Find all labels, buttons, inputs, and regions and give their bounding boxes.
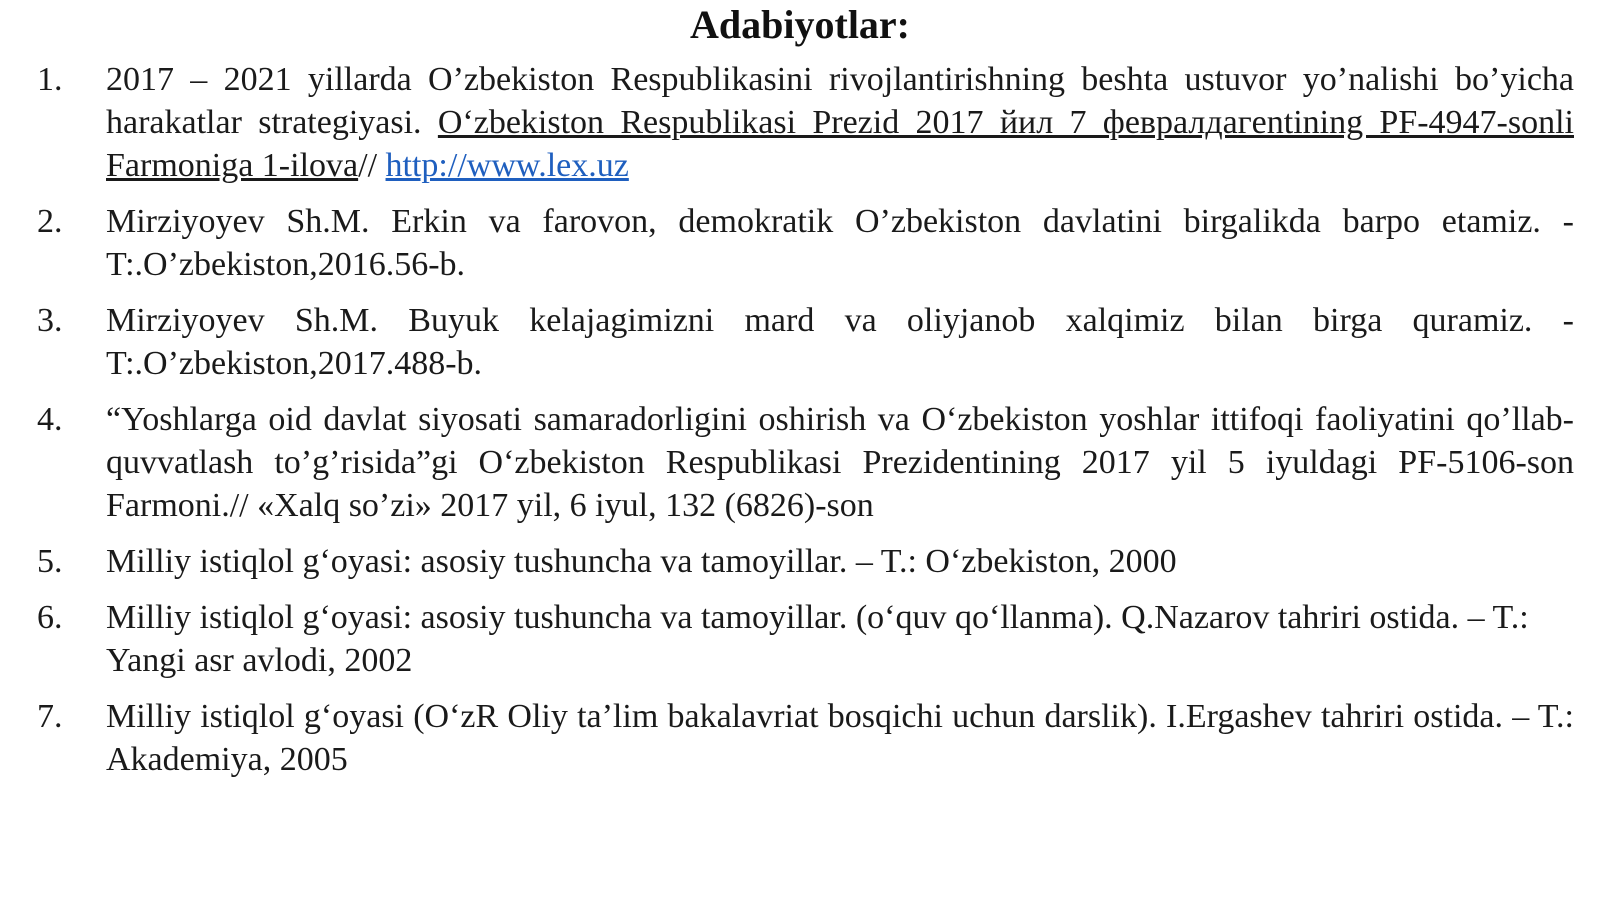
list-item-number: 6.	[37, 599, 63, 636]
list-item-text: Mirziyoyev Sh.M. Buyuk kelajagimizni mard va oliyjanob xalqimiz bilan birga quramiz. -T:.O’zbekiston,2017.488-b.	[106, 302, 1574, 382]
page-title: Adabiyotlar:	[690, 2, 910, 47]
list-item	[0, 299, 1600, 385]
list-item-text	[106, 61, 1574, 184]
list-item-text: Milliy istiqlol g‘oyasi: asosiy tushuncha va tamoyillar. – T.: O‘zbekiston, 2000	[106, 543, 1177, 580]
list-item	[0, 695, 1600, 781]
list-item	[0, 398, 1600, 527]
lex-uz-link[interactable]: http://www.lex.uz	[385, 147, 629, 184]
list-item-number: 4.	[37, 401, 63, 438]
list-item-number: 3.	[37, 302, 63, 339]
list-item-text: “Yoshlarga oid davlat siyosati samaradorligini oshirish va O‘zbekiston yoshlar ittifoqi faoliyatini qo’llab-quvvatlash to’g’risida”gi O‘zbekiston Respublikasi Prezidentining 2017 yil 5 iyuldagi PF-5106-son Farmoni.// «Xalq so’zi» 2017 yil, 6 iyul, 132 (6826)-son	[106, 401, 1574, 524]
list-item	[0, 200, 1600, 286]
list-item-text: Mirziyoyev Sh.M. Erkin va farovon, demokratik O’zbekiston davlatini birgalikda barpo etamiz. -T:.O’zbekiston,2016.56-b.	[106, 203, 1574, 283]
list-item	[0, 596, 1600, 682]
separator: //	[358, 147, 386, 184]
list-item-number: 2.	[37, 203, 63, 240]
list-item	[0, 540, 1600, 583]
list-item	[0, 58, 1600, 187]
reference-title: 2017 – 2021 yillarda O’zbekiston Respublikasini rivojlantirishning beshta ustuvor yo’nalishi bo’yicha harakatlar strategiyasi.	[106, 61, 1574, 141]
decree-reference: O‘zbekiston Respublikasi Prezid 2017 йил 7 февралдагentining PF-4947-sonli Farmoniga 1-ilova	[106, 104, 1574, 184]
list-item-number: 7.	[37, 698, 63, 735]
list-item-text: Milliy istiqlol g‘oyasi: asosiy tushuncha va tamoyillar. (o‘quv qo‘llanma). Q.Nazarov tahriri ostida. – T.: Yangi asr avlodi, 2002	[106, 599, 1529, 679]
list-item-number: 5.	[37, 543, 63, 580]
list-item-text: Milliy istiqlol g‘oyasi (O‘zR Oliy ta’lim bakalavriat bosqichi uchun darslik). I.Ergashev tahriri ostida. – T.: Akademiya, 2005	[106, 698, 1574, 778]
list-item-number: 1.	[37, 61, 63, 98]
reference-list	[0, 58, 1600, 794]
